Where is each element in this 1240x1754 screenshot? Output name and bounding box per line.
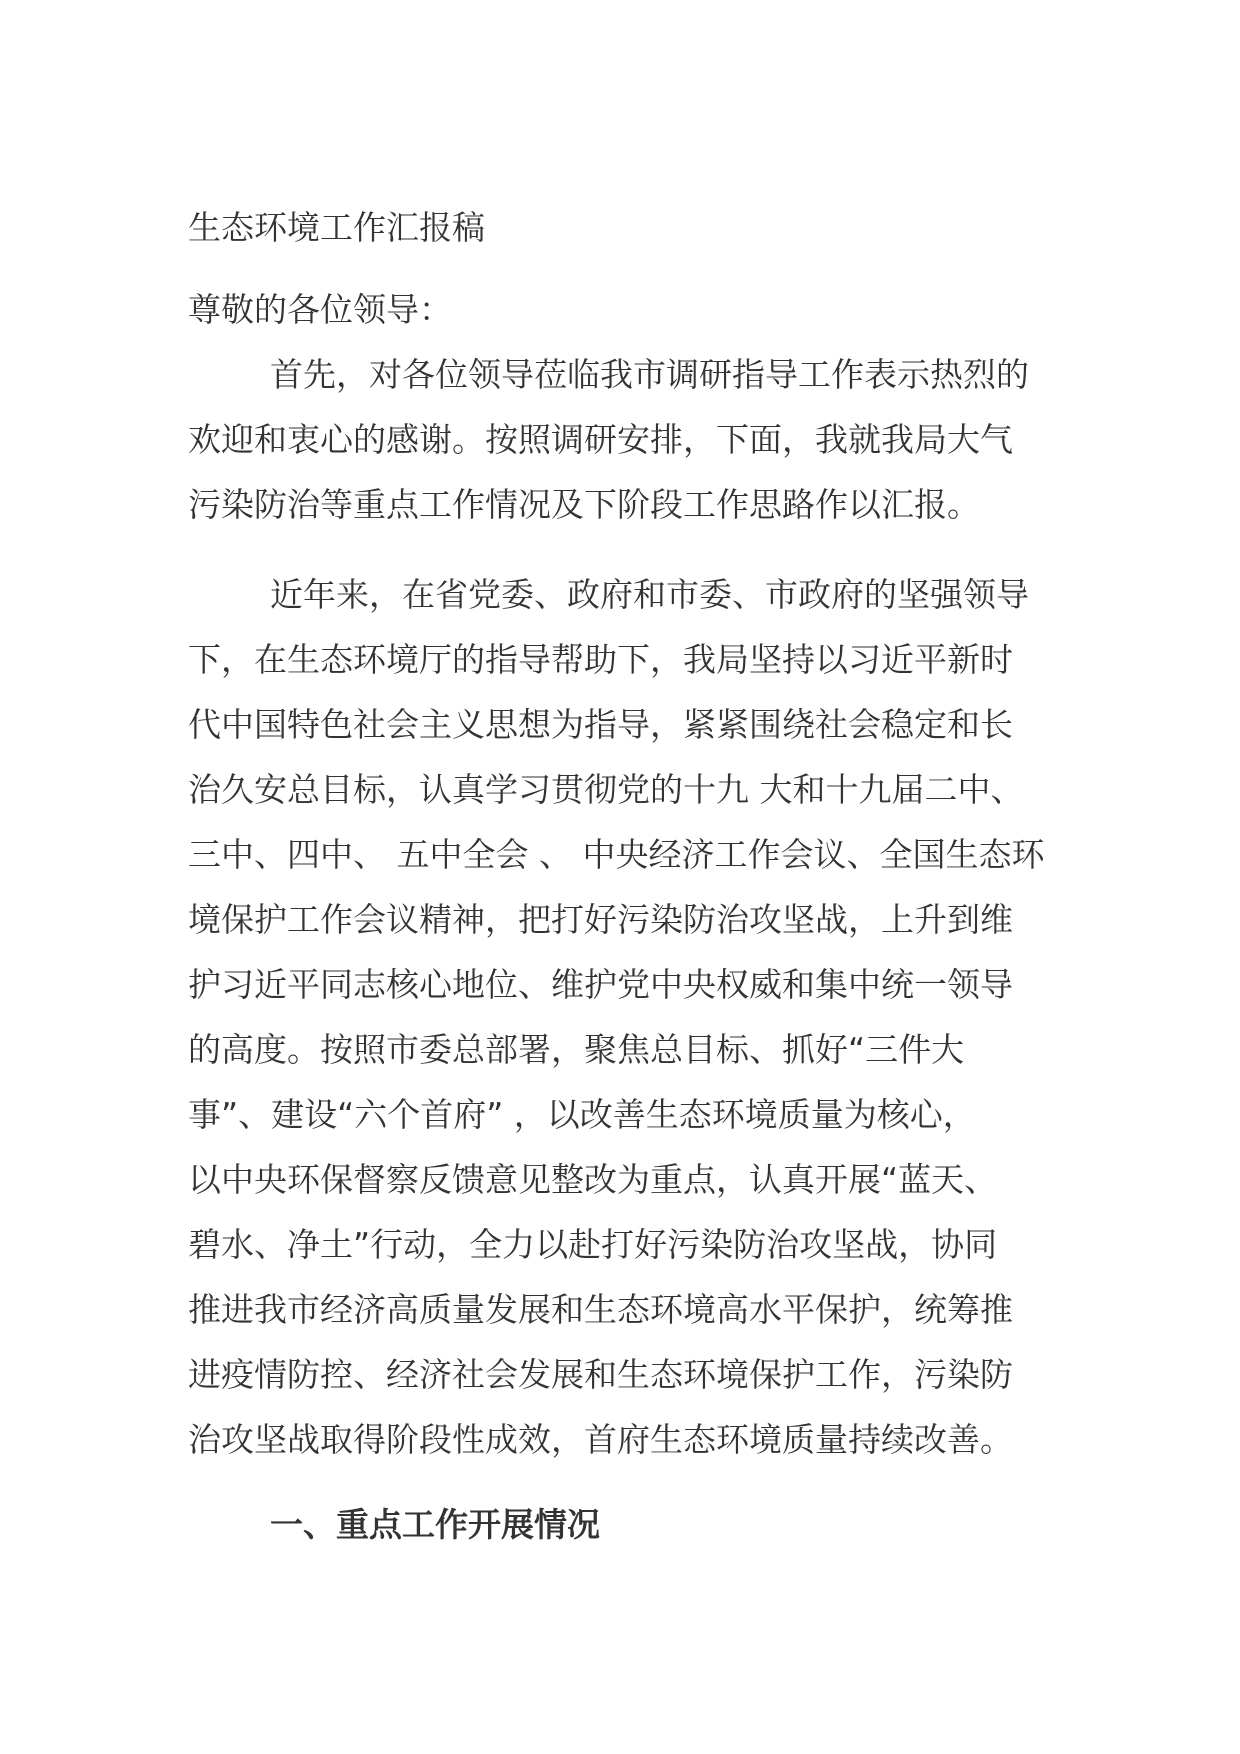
paragraph-line: 以中央环保督察反馈意见整改为重点，认真开展“蓝天、 bbox=[188, 1160, 998, 1199]
paragraph-line: 碧水、净土”行动，全力以赴打好污染防治攻坚战，协同 bbox=[188, 1225, 998, 1264]
paragraph-background bbox=[188, 562, 1068, 1472]
paragraph-line: 护习近平同志核心地位、维护党中央权威和集中统一领导 bbox=[188, 965, 1013, 1004]
section-heading: 一、重点工作开展情况 bbox=[270, 1505, 600, 1544]
paragraph-line: 治攻坚战取得阶段性成效，首府生态环境质量持续改善。 bbox=[188, 1420, 1013, 1459]
paragraph-line: 污染防治等重点工作情况及下阶段工作思路作以汇报。 bbox=[188, 485, 980, 524]
paragraph-line: 代中国特色社会主义思想为指导，紧紧围绕社会稳定和长 bbox=[188, 705, 1013, 744]
paragraph-line: 推进我市经济高质量发展和生态环境高水平保护，统筹推 bbox=[188, 1290, 1013, 1329]
paragraph-line: 的高度。按照市委总部署，聚焦总目标、抓好“三件大 bbox=[188, 1030, 965, 1069]
paragraph-line: 治久安总目标，认真学习贯彻党的十九 大和十九届二中、 bbox=[188, 770, 1024, 809]
paragraph-line: 下，在生态环境厅的指导帮助下，我局坚持以习近平新时 bbox=[188, 640, 1013, 679]
document-title: 生态环境工作汇报稿 bbox=[188, 208, 485, 247]
paragraph-line: 近年来，在省党委、政府和市委、市政府的坚强领导 bbox=[270, 575, 1029, 614]
paragraph-line: 首先，对各位领导莅临我市调研指导工作表示热烈的 bbox=[270, 355, 1029, 394]
paragraph-line: 境保护工作会议精神，把打好污染防治攻坚战，上升到维 bbox=[188, 900, 1013, 939]
paragraph-line: 事”、建设“六个首府” ，以改善生态环境质量为核心， bbox=[188, 1095, 976, 1134]
paragraph-intro bbox=[188, 342, 1068, 537]
paragraph-line: 进疫情防控、经济社会发展和生态环境保护工作，污染防 bbox=[188, 1355, 1013, 1394]
paragraph-line: 欢迎和衷心的感谢。按照调研安排，下面，我就我局大气 bbox=[188, 420, 1013, 459]
salutation: 尊敬的各位领导： bbox=[188, 290, 452, 329]
paragraph-line: 三中、四中、 五中全会 、 中央经济工作会议、全国生态环 bbox=[188, 835, 1045, 874]
